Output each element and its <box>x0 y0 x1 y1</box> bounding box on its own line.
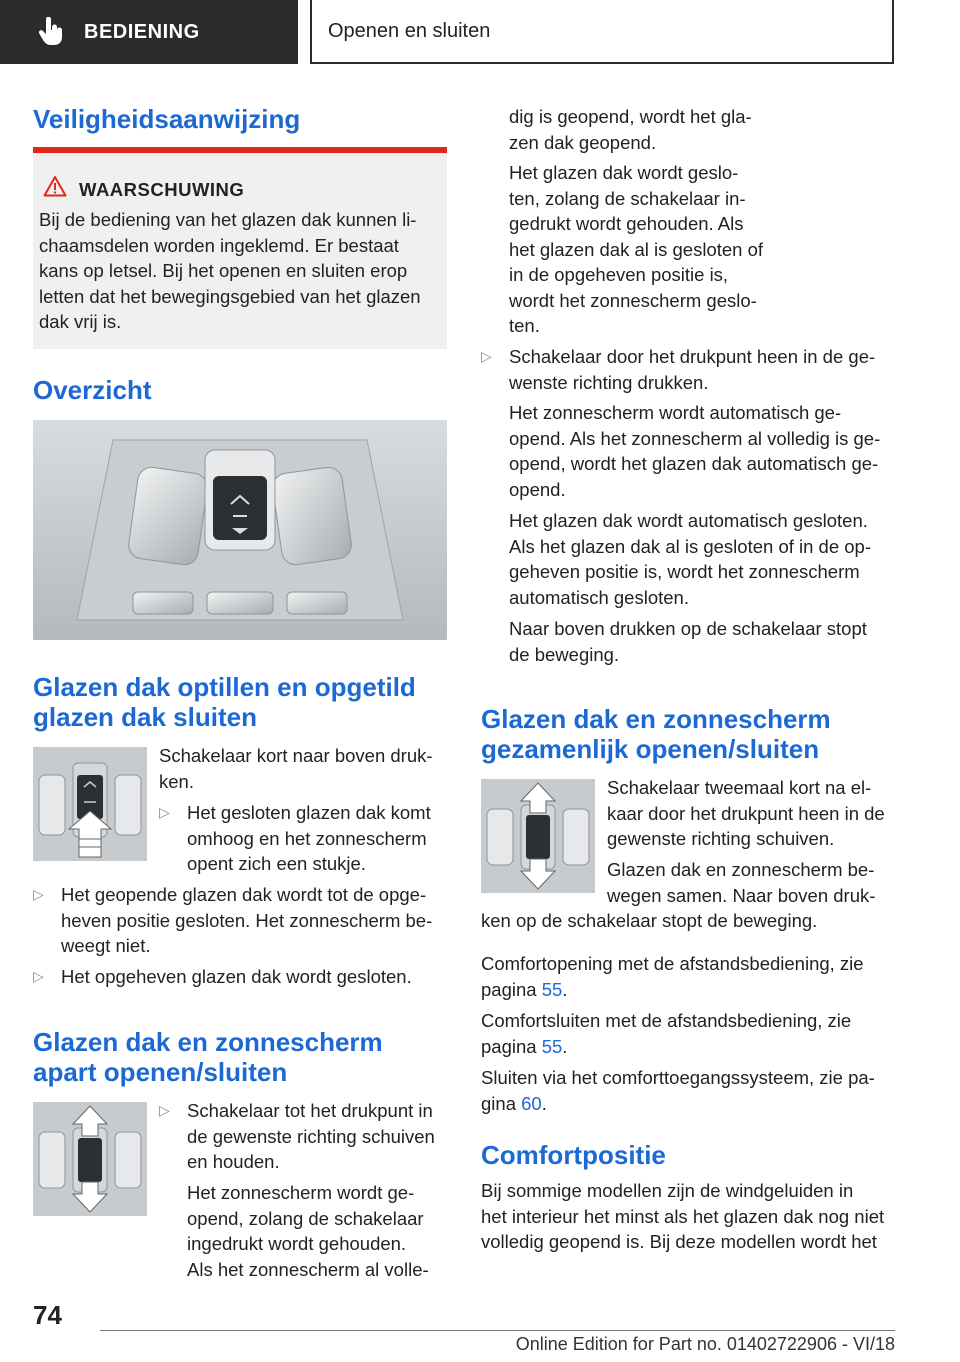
bullet-item <box>33 882 453 959</box>
text-line: Comfortopening met de afstandsbediening, zie <box>481 953 864 974</box>
text-line: Als het glazen dak al is gesloten of in de op- <box>509 535 872 557</box>
switch-image-updown <box>33 1102 147 1216</box>
text-line: Het opgeheven glazen dak wordt gesloten. <box>61 966 412 987</box>
page-link-55[interactable]: 55 <box>541 978 563 1000</box>
text-line: kaar door het drukpunt heen in de <box>607 802 885 824</box>
text-line: ken. <box>159 770 194 792</box>
section-label: BEDIENING <box>84 20 200 43</box>
text-line: Het glazen dak wordt automatisch gesloten. <box>509 510 868 531</box>
apart-paragraph-1-cont <box>509 104 895 155</box>
switch-image-double <box>481 779 595 893</box>
text-fragment: . <box>562 978 568 1000</box>
text-line: opend. Als het zonnescherm al volledig is ge- <box>509 427 881 449</box>
text-line: het glazen dak al is gesloten of <box>509 238 764 260</box>
heading-line: Glazen dak en zonnescherm <box>481 704 831 734</box>
text-line: wenste richting drukken. <box>509 371 709 393</box>
text-line: heven positie gesloten. Het zonnescherm be- <box>61 909 433 931</box>
bullet-item <box>159 1098 451 1175</box>
text-line: ten. <box>509 315 540 336</box>
text-line: opend, zolang de schakelaar <box>187 1207 424 1229</box>
text-line: gewenste richting schuiven. <box>607 828 835 849</box>
page-link-55[interactable]: 55 <box>541 1035 563 1057</box>
text-fragment: pagina <box>481 1035 542 1057</box>
triangle-bullet-icon: ▷ <box>481 348 492 364</box>
text-fragment: . <box>541 1092 547 1114</box>
heading-samen <box>481 704 831 764</box>
heading-optillen <box>33 672 416 732</box>
apart-paragraph-5 <box>509 616 909 667</box>
warning-title: WAARSCHUWING <box>79 179 245 200</box>
switch-updown-arrow-illustration <box>33 1102 147 1216</box>
text-line: automatisch gesloten. <box>509 586 689 608</box>
chapter-title: Openen en sluiten <box>328 19 491 42</box>
heading-line: apart openen/sluiten <box>33 1057 288 1087</box>
text-line: chaamsdelen worden ingeklemd. Er bestaat <box>39 234 399 256</box>
text-line: ingedrukt wordt gehouden. <box>187 1233 407 1254</box>
apart-paragraph-1 <box>187 1180 451 1282</box>
samen-paragraph-2-end: ken op de schakelaar stopt de beweging. <box>481 910 818 931</box>
overview-switch-image <box>33 420 447 640</box>
bullet-item <box>33 964 453 990</box>
comfort-sluiten-paragraph <box>481 1008 901 1059</box>
comfort-toegang-paragraph <box>481 1065 901 1116</box>
text-line: Schakelaar kort naar boven druk- <box>159 745 433 766</box>
text-line: Het glazen dak wordt geslo- <box>509 162 739 183</box>
header-section-tab <box>0 0 298 64</box>
heading-overzicht: Overzicht <box>33 375 152 405</box>
text-line: Als het zonnescherm al volle- <box>187 1258 429 1280</box>
heading-line: gezamenlijk openen/sluiten <box>481 734 820 764</box>
text-line: omhoog en het zonnescherm <box>187 827 427 849</box>
apart-paragraph-2 <box>509 160 895 339</box>
triangle-bullet-icon: ▷ <box>159 1102 170 1118</box>
text-line: dig is geopend, wordt het gla- <box>509 106 752 127</box>
text-line: Schakelaar door het drukpunt heen in de ge- <box>509 346 876 367</box>
text-fragment: gina <box>481 1092 522 1114</box>
text-line: opend, wordt het glazen dak automatisch ge- <box>509 453 879 474</box>
text-line: Het geopende glazen dak wordt tot de opge- <box>61 884 427 905</box>
text-line: Het zonnescherm wordt ge- <box>187 1182 415 1203</box>
switch-up-arrow-illustration <box>33 747 147 861</box>
text-line: opend. <box>509 478 566 500</box>
text-line: de beweging. <box>509 643 620 665</box>
switch-double-arrow-illustration <box>481 779 595 893</box>
footer-divider <box>100 1330 895 1331</box>
text-line: Het gesloten glazen dak komt <box>187 802 431 823</box>
text-line: Bij de bediening van het glazen dak kunnen li- <box>39 209 417 230</box>
heading-line: Glazen dak optillen en opgetild <box>33 672 416 702</box>
hand-pointer-icon <box>38 17 64 47</box>
text-line: de gewenste richting schuiven <box>187 1125 435 1147</box>
text-line: wordt het zonnescherm geslo- <box>509 289 757 311</box>
roof-console-illustration <box>33 420 447 640</box>
text-line: Het zonnescherm wordt automatisch ge- <box>509 402 842 423</box>
text-line: en houden. <box>187 1151 280 1172</box>
text-line: kans op letsel. Bij het openen en sluiten erop <box>39 260 408 281</box>
bullet-item <box>159 800 451 877</box>
samen-paragraph-1 <box>607 775 903 852</box>
warning-triangle-icon <box>43 175 67 197</box>
text-line: opent zich een stukje. <box>187 853 366 874</box>
text-line: dak vrij is. <box>39 311 122 332</box>
heading-veiligheidsaanwijzing: Veiligheidsaanwijzing <box>33 104 301 134</box>
heading-line: glazen dak sluiten <box>33 702 257 732</box>
text-line: Comfortsluiten met de afstandsbediening, zie <box>481 1010 852 1031</box>
heading-apart <box>33 1027 383 1087</box>
header-chapter <box>310 0 894 64</box>
bullet-item <box>481 344 901 395</box>
text-fragment: pagina <box>481 978 542 1000</box>
comfort-opening-paragraph <box>481 951 901 1002</box>
apart-paragraph-3 <box>509 400 909 502</box>
heading-line: Glazen dak en zonnescherm <box>33 1027 383 1057</box>
heading-comfortpositie: Comfortpositie <box>481 1140 666 1170</box>
text-line: Sluiten via het comforttoegangssysteem, zie pa- <box>481 1067 875 1088</box>
text-line: in de opgeheven positie is, <box>509 264 729 285</box>
text-line: Glazen dak en zonnescherm be- <box>607 859 875 880</box>
text-line: Schakelaar tot het drukpunt in <box>187 1100 433 1121</box>
samen-paragraph-2 <box>607 857 903 908</box>
text-fragment: . <box>562 1035 568 1057</box>
warning-text <box>39 207 441 335</box>
text-line: letten dat het bewegingsgebied van het glazen <box>39 285 421 307</box>
text-line: Naar boven drukken op de schakelaar stopt <box>509 618 867 639</box>
optillen-intro <box>159 743 449 794</box>
page-link-60[interactable]: 60 <box>521 1092 542 1114</box>
text-line: Schakelaar tweemaal kort na el- <box>607 777 872 798</box>
triangle-bullet-icon: ▷ <box>33 968 44 984</box>
switch-image-up <box>33 747 147 861</box>
page-number: 74 <box>33 1300 62 1330</box>
text-line: Bij sommige modellen zijn de windgeluiden in <box>481 1180 854 1201</box>
triangle-bullet-icon: ▷ <box>33 886 44 902</box>
text-line: het interieur het minst als het glazen dak nog niet <box>481 1205 885 1227</box>
text-line: gedrukt wordt gehouden. Als <box>509 213 744 234</box>
text-line: weegt niet. <box>61 935 151 956</box>
text-line: ten, zolang de schakelaar in- <box>509 187 746 209</box>
apart-paragraph-4 <box>509 508 909 610</box>
text-line: wegen samen. Naar boven druk- <box>607 884 876 906</box>
footer-edition: Online Edition for Part no. 01402722906 - VI/18 <box>515 1334 895 1354</box>
text-line: geheven positie is, wordt het zonnescherm <box>509 561 860 582</box>
comfortpositie-paragraph <box>481 1178 911 1255</box>
triangle-bullet-icon: ▷ <box>159 804 170 820</box>
text-line: zen dak geopend. <box>509 131 657 153</box>
warning-box <box>33 147 447 349</box>
text-line: volledig geopend is. Bij deze modellen wordt het <box>481 1231 877 1252</box>
